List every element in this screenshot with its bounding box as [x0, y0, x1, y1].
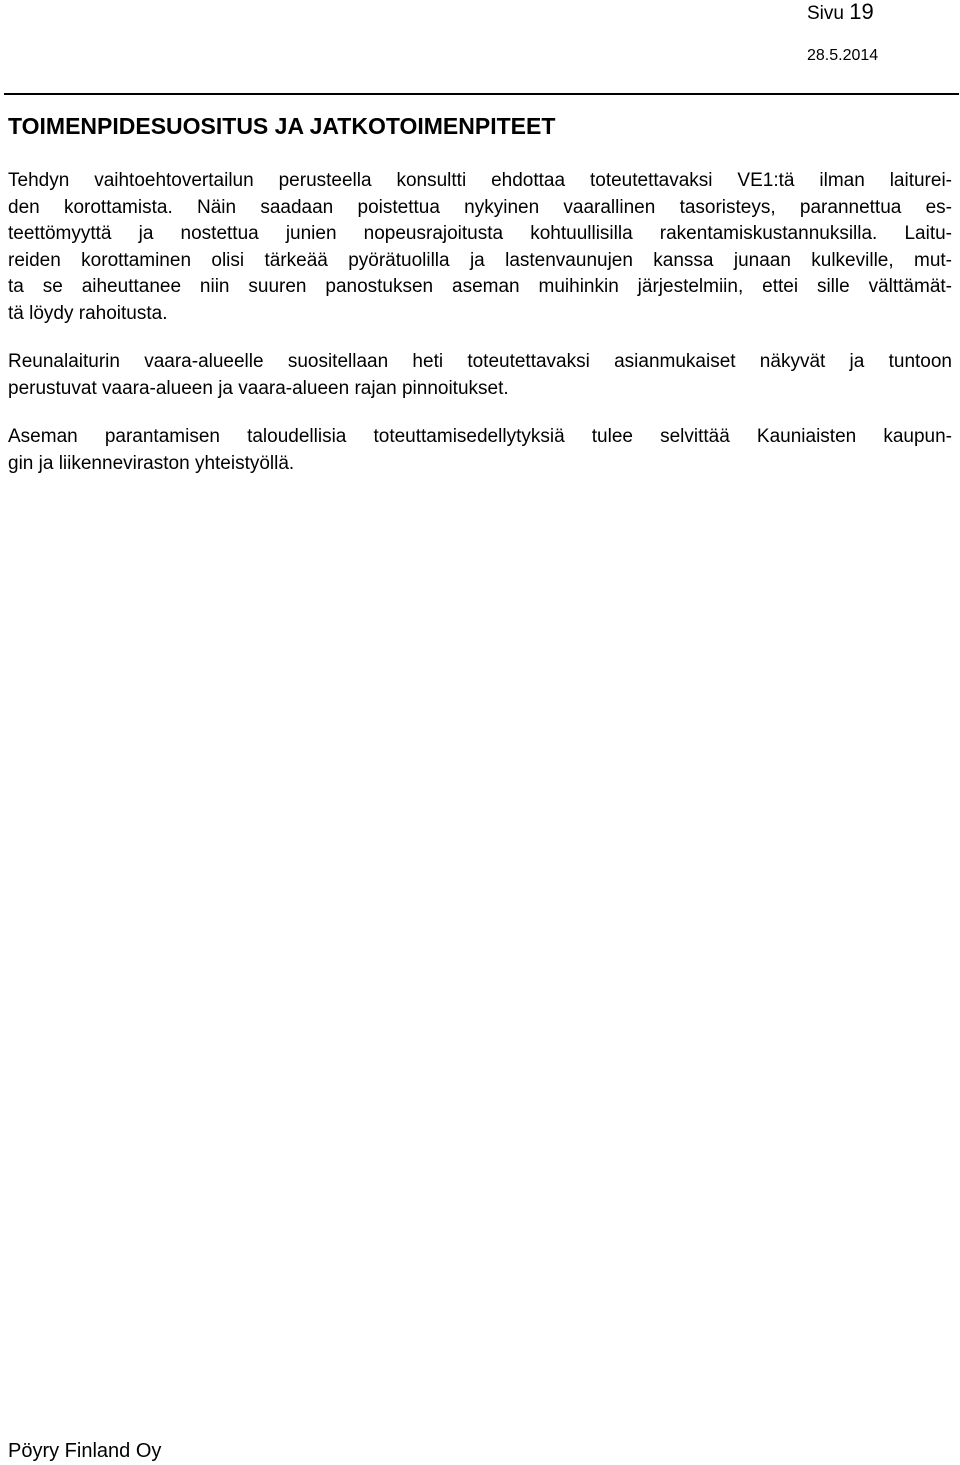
page-number: 19: [849, 0, 874, 24]
paragraph-platform-surfacing: [8, 349, 952, 402]
page-number-label: [807, 0, 874, 26]
text-line: gin ja liikenneviraston yhteistyöllä.: [8, 452, 295, 474]
document-date: 28.5.2014: [807, 47, 879, 64]
document-body: [8, 168, 952, 499]
footer-company: Pöyry Finland Oy: [8, 1440, 162, 1462]
paragraph-recommendation: [8, 168, 952, 327]
text-line: Reunalaiturin vaara-alueelle suositellaan heti toteutettavaksi asianmukaiset näkyvät ja tuntoon: [8, 351, 952, 372]
text-line: ta se aiheuttanee niin suuren panostuksen aseman muihinkin järjestelmiin, ettei sille välttämät-: [8, 276, 952, 297]
text-line: reiden korottaminen olisi tärkeää pyörätuolilla ja lastenvaunujen kanssa junaan kulkeville, mut-: [8, 249, 952, 271]
page-prefix: Sivu: [807, 3, 844, 24]
header-divider: [4, 93, 959, 95]
text-line: teettömyyttä ja nostettua junien nopeusrajoitusta kohtuullisilla rakentamiskustannuksilla. Laitu-: [8, 223, 952, 244]
section-heading: TOIMENPIDESUOSITUS JA JATKOTOIMENPITEET: [8, 113, 556, 139]
text-line: den korottamista. Näin saadaan poistettua nykyinen vaarallinen tasoristeys, parannettua es-: [8, 196, 952, 218]
paragraph-financing: [8, 424, 952, 477]
text-line: perustuvat vaara-alueen ja vaara-alueen rajan pinnoitukset.: [8, 377, 509, 399]
text-line: Tehdyn vaihtoehtovertailun perusteella konsultti ehdottaa toteutettavaksi VE1:tä ilman laiturei-: [8, 170, 952, 191]
text-line: Aseman parantamisen taloudellisia toteuttamisedellytyksiä tulee selvittää Kauniaisten kaupun-: [8, 426, 952, 447]
text-line: tä löydy rahoitusta.: [8, 302, 168, 324]
